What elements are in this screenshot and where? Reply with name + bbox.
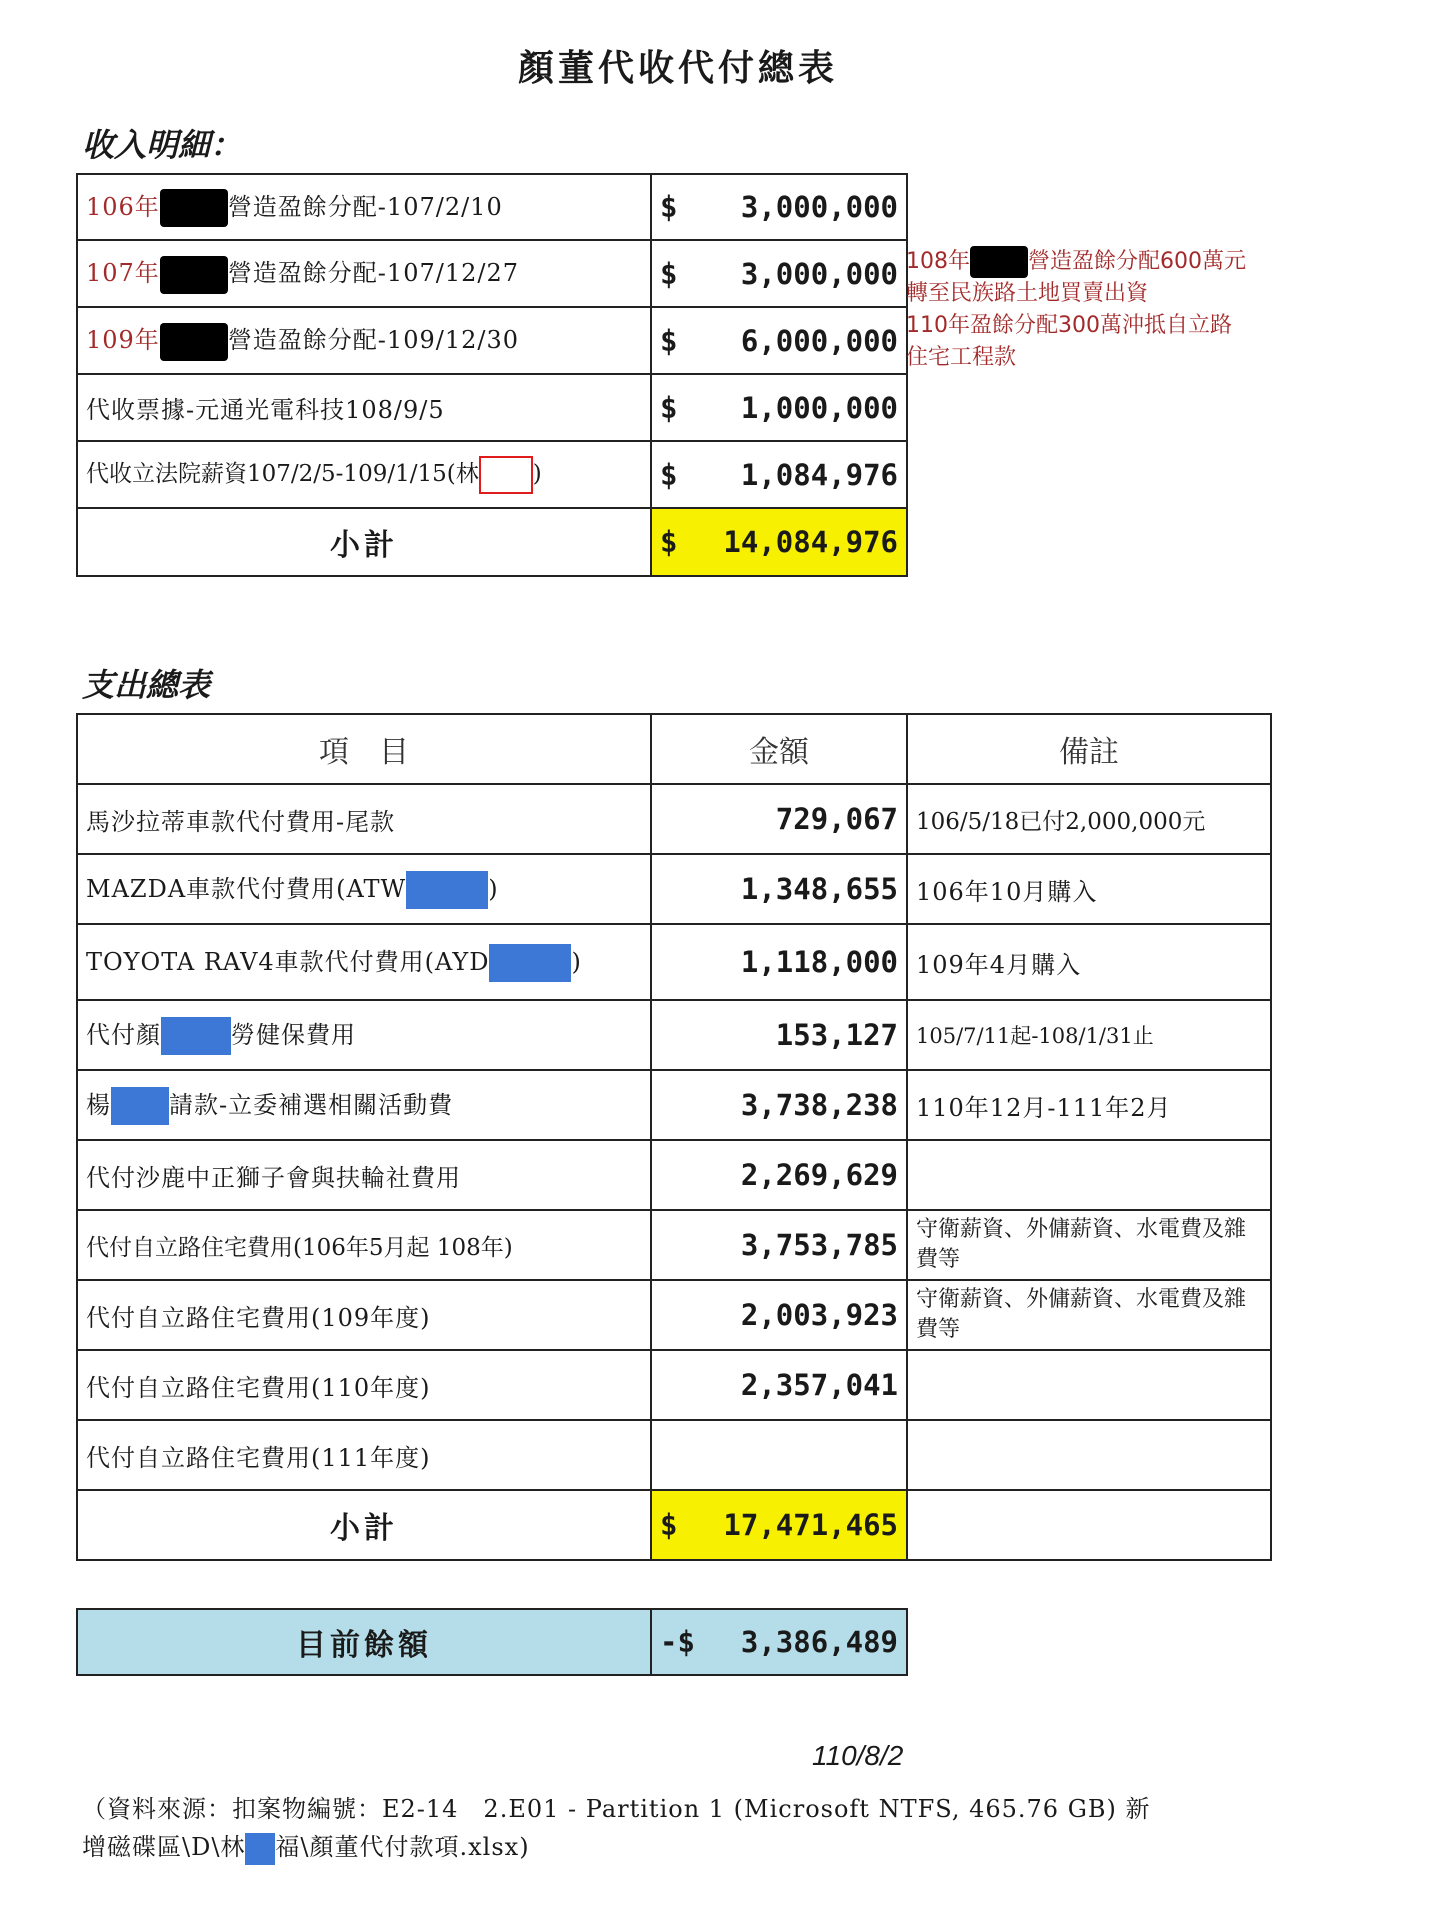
item-text: 營造盈餘分配-107/12/27 <box>227 259 519 288</box>
header-row <box>77 714 1271 784</box>
table-row <box>77 924 1271 1000</box>
currency-sign: $ <box>660 457 678 492</box>
note-line: 110年盈餘分配300萬沖抵自立路 <box>906 313 1232 338</box>
table-row <box>77 1210 1271 1280</box>
header-amount: 金額 <box>651 714 907 784</box>
redaction-mask <box>160 189 228 227</box>
item-text: TOYOTA RAV4車款代付費用(AYD <box>86 947 490 976</box>
currency-sign: $ <box>660 525 678 559</box>
income-amount <box>651 174 907 240</box>
expense-item <box>77 924 651 1000</box>
redaction-mask <box>160 256 228 294</box>
income-amount <box>651 374 907 441</box>
table-row <box>77 374 907 441</box>
income-side-note <box>906 246 1246 374</box>
balance-table <box>76 1608 908 1676</box>
item-text: 代收立法院薪資107/2/5-109/1/15(林 <box>86 461 479 487</box>
expense-remark: 110年12月-111年2月 <box>907 1070 1271 1140</box>
header-item: 項 目 <box>77 714 651 784</box>
currency-sign: $ <box>660 256 678 291</box>
income-amount <box>651 240 907 307</box>
expense-amount: 2,357,041 <box>651 1350 907 1420</box>
expense-remark: 106/5/18已付2,000,000元 <box>907 784 1271 854</box>
table-row <box>77 441 907 508</box>
expense-amount: 729,067 <box>651 784 907 854</box>
item-text: 營造盈餘分配-107/2/10 <box>227 192 503 221</box>
redaction-mask <box>489 944 571 982</box>
item-text: ) <box>488 874 499 903</box>
subtotal-remark <box>907 1490 1271 1560</box>
expense-item <box>77 854 651 924</box>
note-text: 營造盈餘分配600萬元 <box>1028 249 1246 274</box>
income-item <box>77 240 651 307</box>
year-prefix: 109年 <box>86 326 160 355</box>
document-title: 顏董代收代付總表 <box>517 48 838 89</box>
source-text: 增磁碟區\D\林 <box>82 1833 246 1861</box>
expense-remark: 109年4月購入 <box>907 924 1271 1000</box>
expense-item <box>77 1000 651 1070</box>
item-text: ) <box>532 461 542 487</box>
item-text: 請款-立委補選相關活動費 <box>169 1090 454 1119</box>
table-row <box>77 784 1271 854</box>
expense-heading: 支出總表 <box>82 666 211 704</box>
header-remark: 備註 <box>907 714 1271 784</box>
redaction-mask <box>111 1087 169 1125</box>
expense-amount: 2,003,923 <box>651 1280 907 1350</box>
source-line <box>82 1828 1382 1866</box>
amount-value: 3,386,489 <box>740 1625 898 1659</box>
subtotal-label: 小計 <box>77 1490 651 1560</box>
expense-amount: 1,348,655 <box>651 854 907 924</box>
currency-sign: -$ <box>660 1625 695 1659</box>
expense-item: 代付自立路住宅費用(110年度) <box>77 1350 651 1420</box>
subtotal-label: 小計 <box>77 508 651 576</box>
income-heading: 收入明細： <box>82 126 243 164</box>
expense-item: 代付自立路住宅費用(106年5月起 108年) <box>77 1210 651 1280</box>
expense-remark: 106年10月購入 <box>907 854 1271 924</box>
item-text: 營造盈餘分配-109/12/30 <box>227 326 519 355</box>
amount-value: 6,000,000 <box>740 323 898 358</box>
expense-amount: 3,753,785 <box>651 1210 907 1280</box>
item-text: MAZDA車款代付費用(ATW <box>86 874 407 903</box>
source-text: 福\顏董代付款項.xlsx) <box>275 1833 530 1861</box>
currency-sign: $ <box>660 1508 678 1542</box>
item-text: 代付顏 <box>86 1020 161 1049</box>
table-row <box>77 1070 1271 1140</box>
expense-item <box>77 1070 651 1140</box>
expense-amount <box>651 1420 907 1490</box>
table-row <box>77 307 907 374</box>
expense-amount: 3,738,238 <box>651 1070 907 1140</box>
table-row <box>77 1280 1271 1350</box>
income-amount <box>651 307 907 374</box>
source-note <box>82 1790 1382 1866</box>
table-row <box>77 1420 1271 1490</box>
redaction-mask <box>970 246 1028 278</box>
expense-remark: 守衛薪資、外傭薪資、水電費及雜費等 <box>907 1210 1271 1280</box>
item-text: ) <box>571 947 582 976</box>
expense-item: 馬沙拉蒂車款代付費用-尾款 <box>77 784 651 854</box>
expense-remark <box>907 1140 1271 1210</box>
source-line: （資料來源：扣案物編號：E2-14 2.E01 - Partition 1 (Microsoft NTFS, 465.76 GB) 新 <box>82 1795 1151 1823</box>
amount-value: 1,084,976 <box>740 457 898 492</box>
expense-remark: 守衛薪資、外傭薪資、水電費及雜費等 <box>907 1280 1271 1350</box>
note-text: 108年 <box>906 249 970 274</box>
subtotal-amount <box>651 508 907 576</box>
redaction-mask <box>160 323 228 361</box>
income-item <box>77 174 651 240</box>
balance-row <box>77 1609 907 1675</box>
income-item <box>77 441 651 508</box>
item-text: 楊 <box>86 1090 111 1119</box>
table-row <box>77 1350 1271 1420</box>
table-row <box>77 1000 1271 1070</box>
amount-value: 17,471,465 <box>723 1508 898 1542</box>
expense-amount: 153,127 <box>651 1000 907 1070</box>
balance-label: 目前餘額 <box>77 1609 651 1675</box>
balance-amount <box>651 1609 907 1675</box>
note-line <box>906 246 1246 278</box>
redaction-mask <box>245 1833 275 1865</box>
table-row <box>77 174 907 240</box>
income-amount <box>651 441 907 508</box>
document-date: 110/8/2 <box>812 1740 904 1771</box>
amount-value: 3,000,000 <box>740 256 898 291</box>
subtotal-amount <box>651 1490 907 1560</box>
subtotal-row <box>77 1490 1271 1560</box>
year-prefix: 106年 <box>86 192 160 221</box>
expense-remark: 105/7/11起-108/1/31止 <box>907 1000 1271 1070</box>
expense-item: 代付沙鹿中正獅子會與扶輪社費用 <box>77 1140 651 1210</box>
expense-item: 代付自立路住宅費用(111年度) <box>77 1420 651 1490</box>
amount-value: 14,084,976 <box>723 525 898 559</box>
redaction-mask <box>479 456 533 494</box>
expense-table <box>76 713 1272 1561</box>
currency-sign: $ <box>660 323 678 358</box>
table-row <box>77 1140 1271 1210</box>
note-line: 轉至民族路土地買賣出資 <box>906 281 1149 306</box>
currency-sign: $ <box>660 390 678 425</box>
expense-amount: 1,118,000 <box>651 924 907 1000</box>
redaction-mask <box>406 871 488 909</box>
expense-amount: 2,269,629 <box>651 1140 907 1210</box>
table-row <box>77 854 1271 924</box>
income-item <box>77 307 651 374</box>
table-row <box>77 240 907 307</box>
amount-value: 3,000,000 <box>740 190 898 224</box>
expense-remark <box>907 1420 1271 1490</box>
currency-sign: $ <box>660 190 678 224</box>
subtotal-row <box>77 508 907 576</box>
income-table <box>76 173 908 577</box>
note-line: 住宅工程款 <box>906 345 1017 370</box>
item-text: 勞健保費用 <box>231 1020 356 1049</box>
year-prefix: 107年 <box>86 259 160 288</box>
amount-value: 1,000,000 <box>740 390 898 425</box>
expense-remark <box>907 1350 1271 1420</box>
expense-item: 代付自立路住宅費用(109年度) <box>77 1280 651 1350</box>
income-item: 代收票據-元通光電科技108/9/5 <box>77 374 651 441</box>
redaction-mask <box>161 1017 231 1055</box>
